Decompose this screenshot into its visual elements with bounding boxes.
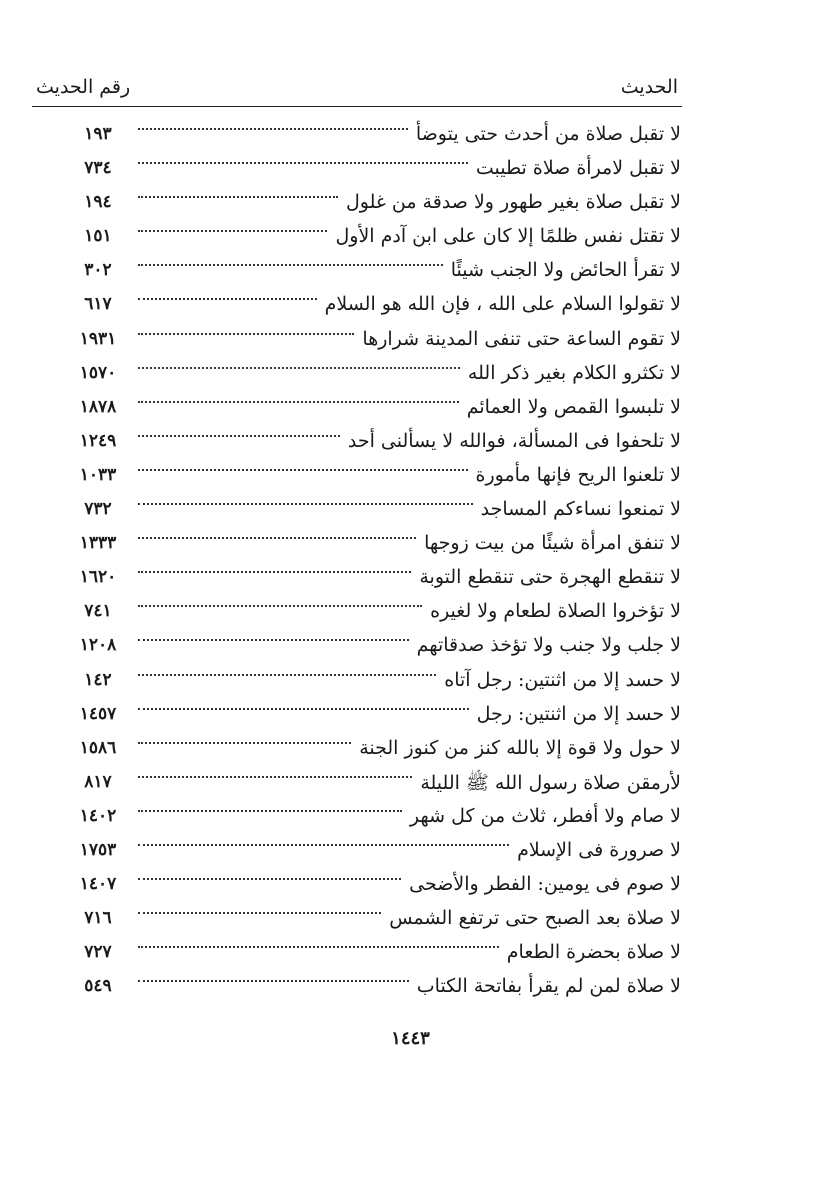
- header-hadith-label: الحديث: [620, 76, 678, 98]
- hadith-text: لا صلاة لمن لم يقرأ بفاتحة الكتاب: [416, 975, 681, 998]
- hadith-number: ٧٢٧: [84, 942, 112, 963]
- hadith-number: ٥٤٩: [84, 976, 112, 997]
- index-row: [0, 768, 821, 802]
- leader-dots: [138, 503, 473, 505]
- hadith-number: ١٥١: [84, 226, 112, 247]
- leader-dots: [138, 878, 401, 880]
- header-number-label: رقم الحديث: [36, 76, 131, 98]
- leader-dots: [138, 367, 460, 369]
- hadith-text: لا حول ولا قوة إلا بالله كنز من كنوز الجنة: [359, 736, 681, 759]
- index-row: [0, 290, 821, 324]
- hadith-number: ١٢٤٩: [79, 430, 117, 451]
- hadith-number: ١٩٣١: [79, 328, 117, 349]
- hadith-number: ١٥٨٦: [79, 737, 117, 758]
- hadith-number: ١٤٢: [84, 669, 112, 690]
- hadith-text: لا تقرأ الحائض ولا الجنب شيئًا: [450, 259, 681, 282]
- leader-dots: [138, 776, 412, 778]
- hadith-number: ١٨٧٨: [79, 396, 117, 417]
- hadith-number: ١٣٣٣: [79, 533, 117, 554]
- hadith-text: لا تقبل صلاة من أحدث حتى يتوضأ: [415, 123, 681, 145]
- index-row: [0, 222, 821, 256]
- hadith-number: ٨١٧: [84, 771, 112, 792]
- leader-dots: [138, 742, 351, 744]
- hadith-number: ١٧٥٣: [79, 839, 117, 860]
- index-row: [0, 495, 821, 529]
- leader-dots: [138, 946, 499, 948]
- hadith-text: لا صام ولا أفطر، ثلاث من كل شهر: [409, 804, 681, 827]
- index-row: [0, 904, 821, 938]
- index-row: [0, 256, 821, 290]
- leader-dots: [138, 196, 338, 198]
- leader-dots: [138, 298, 317, 300]
- leader-dots: [138, 230, 327, 232]
- index-row: [0, 938, 821, 972]
- hadith-text: لا تقبل لامرأة صلاة تطيبت: [475, 157, 681, 180]
- leader-dots: [138, 128, 408, 130]
- page-number: ١٤٤٣: [391, 1028, 430, 1049]
- index-row: [0, 359, 821, 393]
- leader-dots: [138, 571, 411, 573]
- index-row: [0, 393, 821, 427]
- hadith-number: ١٤٥٧: [79, 703, 117, 724]
- leader-dots: [138, 469, 468, 471]
- index-row: [0, 325, 821, 359]
- index-row: [0, 802, 821, 836]
- index-row: [0, 631, 821, 665]
- hadith-number: ١٤٠٧: [79, 874, 117, 895]
- leader-dots: [138, 708, 469, 710]
- hadith-number: ١٠٣٣: [79, 464, 117, 485]
- index-row: [0, 870, 821, 904]
- leader-dots: [138, 162, 468, 164]
- hadith-text: لا تلعنوا الريح فإنها مأمورة: [475, 463, 681, 486]
- hadith-text: لأرمقن صلاة رسول الله ﷺ الليلة: [420, 771, 681, 794]
- hadith-number: ١٢٠٨: [79, 635, 117, 656]
- hadith-text: لا تقوم الساعة حتى تنفى المدينة شرارها: [362, 327, 681, 350]
- hadith-number: ٣٠٢: [84, 260, 112, 281]
- hadith-text: لا تكثرو الكلام بغير ذكر الله: [467, 361, 681, 384]
- hadith-text: لا صرورة فى الإسلام: [517, 838, 681, 861]
- index-row: [0, 120, 821, 154]
- hadith-text: لا تقولوا السلام على الله ، فإن الله هو السلام: [324, 293, 681, 316]
- leader-dots: [138, 844, 509, 846]
- leader-dots: [138, 264, 443, 266]
- hadith-number: ١٩٣: [84, 124, 112, 144]
- hadith-text: لا تقبل صلاة بغير طهور ولا صدقة من غلول: [345, 191, 681, 214]
- leader-dots: [138, 639, 409, 641]
- hadith-number: ١٩٤: [84, 192, 112, 213]
- hadith-text: لا تؤخروا الصلاة لطعام ولا لغيره: [430, 600, 681, 623]
- hadith-number: ٦١٧: [84, 294, 112, 315]
- hadith-number: ١٤٠٢: [79, 805, 117, 826]
- index-row: [0, 700, 821, 734]
- hadith-text: لا حسد إلا من اثنتين: رجل: [476, 702, 681, 725]
- hadith-number: ٧٣٢: [84, 499, 112, 520]
- leader-dots: [138, 435, 340, 437]
- index-row: [0, 563, 821, 597]
- hadith-text: لا تنفق امرأة شيئًا من بيت زوجها: [424, 532, 681, 555]
- index-row: [0, 529, 821, 563]
- leader-dots: [138, 674, 436, 676]
- leader-dots: [138, 401, 459, 403]
- hadith-text: لا تنقطع الهجرة حتى تنقطع التوبة: [419, 566, 681, 589]
- index-row: [0, 734, 821, 768]
- hadith-number: ٧١٦: [84, 908, 112, 929]
- page-header: [32, 72, 682, 107]
- index-row: [0, 188, 821, 222]
- leader-dots: [138, 810, 402, 812]
- hadith-number: ٧٤١: [84, 601, 112, 622]
- hadith-text: لا حسد إلا من اثنتين: رجل آتاه: [444, 668, 681, 691]
- hadith-text: لا تلبسوا القمص ولا العمائم: [466, 395, 681, 418]
- hadith-text: لا صوم فى يومين: الفطر والأضحى: [409, 873, 681, 896]
- index-row: [0, 427, 821, 461]
- hadith-text: لا تمنعوا نساءكم المساجد: [480, 498, 681, 521]
- hadith-number: ١٥٧٠: [79, 362, 117, 383]
- hadith-number: ٧٣٤: [84, 158, 112, 179]
- index-row: [0, 154, 821, 188]
- leader-dots: [138, 912, 381, 914]
- index-row: [0, 461, 821, 495]
- leader-dots: [138, 605, 422, 607]
- index-row: [0, 836, 821, 870]
- hadith-text: لا تلحفوا فى المسألة، فوالله لا يسألنى أحد: [347, 429, 681, 452]
- hadith-text: لا صلاة بحضرة الطعام: [506, 941, 681, 964]
- leader-dots: [138, 537, 416, 539]
- leader-dots: [138, 980, 409, 982]
- index-row: [0, 666, 821, 700]
- index-row: [0, 597, 821, 631]
- hadith-number: ١٦٢٠: [79, 567, 117, 588]
- leader-dots: [138, 333, 354, 335]
- hadith-text: لا صلاة بعد الصبح حتى ترتفع الشمس: [389, 907, 681, 930]
- hadith-index-list: [0, 120, 821, 1006]
- hadith-text: لا تقتل نفس ظلمًا إلا كان على ابن آدم الأول: [335, 225, 681, 248]
- index-row: [0, 972, 821, 1006]
- hadith-text: لا جلب ولا جنب ولا تؤخذ صدقاتهم: [416, 634, 681, 657]
